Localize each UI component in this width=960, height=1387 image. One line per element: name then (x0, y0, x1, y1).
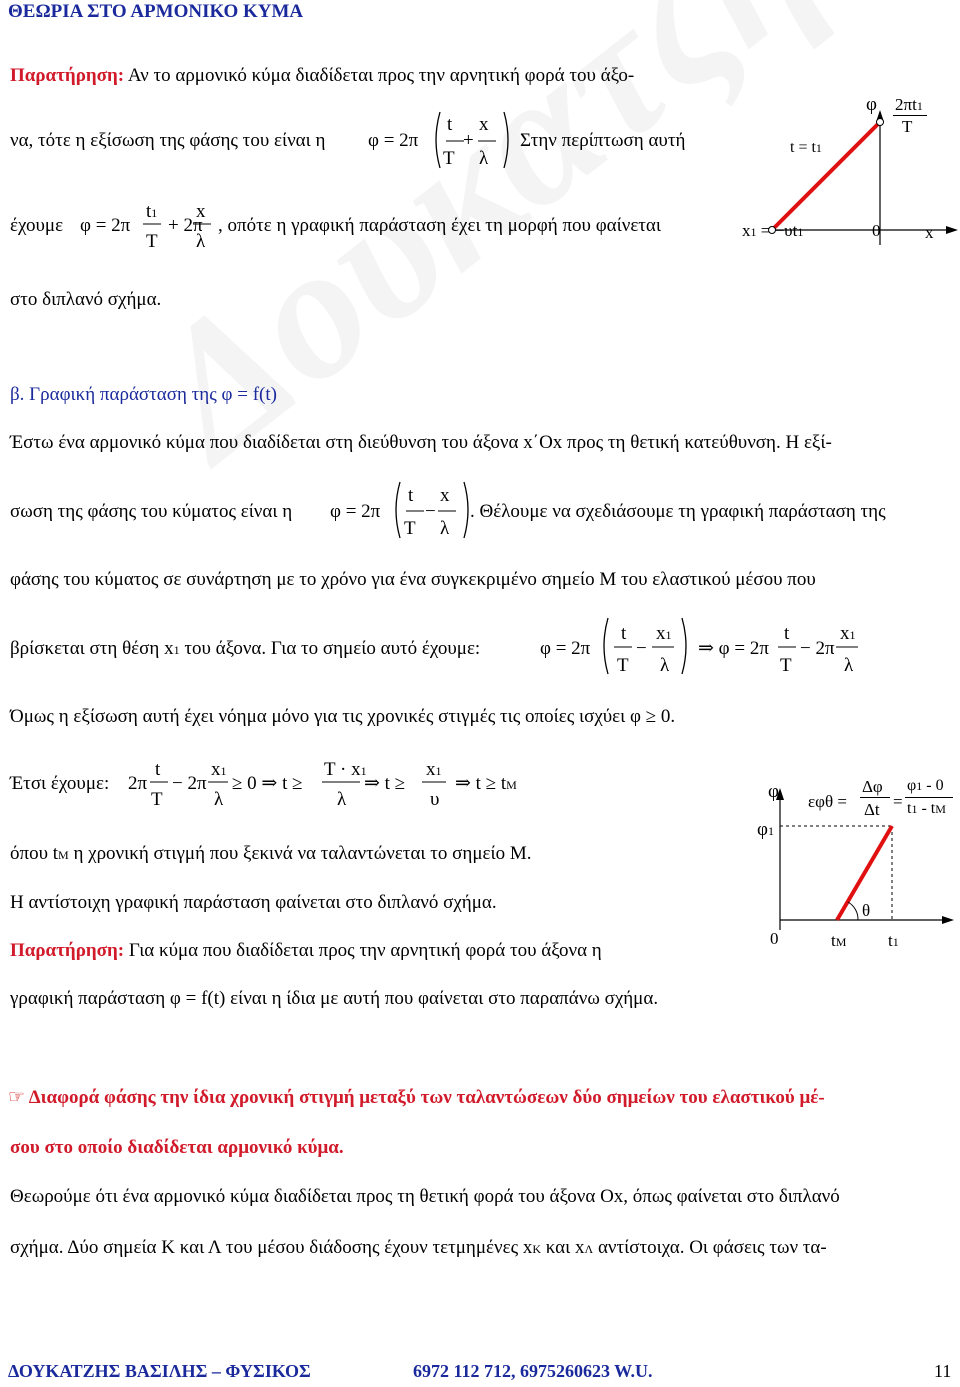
graph1-zero: 0 (872, 221, 881, 240)
graph2-dphi: Δφ (862, 777, 883, 796)
graph1-t-eq: t = t1 (790, 139, 822, 156)
graph2-zero: 0 (770, 929, 779, 948)
frac2-den: t (907, 800, 912, 817)
t-eq: t = t (790, 139, 816, 156)
para-1: Έστω ένα αρμονικό κύμα που διαδίδεται στη διεύθυνση του άξονα x΄Ox προς τη θετική κατεύθυνση. Η εξί- (10, 432, 832, 453)
line3-text-b: , οπότε η γραφική παράσταση έχει τη μορφή που φαίνεται (218, 215, 662, 236)
graph2-phi1-label: φ1 (757, 819, 774, 840)
graph1-phi-label: φ (866, 94, 877, 115)
para-5: Όμως η εξίσωση αυτή έχει νόημα μόνο για τις χρονικές στιγμές τις οποίες ισχύει φ ≥ 0. (10, 706, 676, 727)
p2-a: σχήμα. (10, 1237, 64, 1258)
p5-b: 0. (660, 706, 676, 727)
line4-text: στο διπλανό σχήμα. (10, 289, 162, 310)
section3-heading-2: σου στο οποίο διαδίδεται αρμονικό κύμα. (10, 1137, 344, 1158)
para-10: γραφική παράσταση φ = f(t) είναι η ίδια με αυτή που φαίνεται στο παραπάνω σχήμα. (10, 988, 659, 1009)
p4-b: του άξονα. Για το σημείο αυτό έχουμε: (184, 638, 481, 659)
t1: t (888, 931, 893, 950)
graph1-x1-label: x1 = −υt1 (742, 221, 804, 240)
p7-sub: M (58, 848, 69, 862)
para-4: βρίσκεται στη θέση x1 του άξονα. Για το σημείο αυτό έχουμε: (10, 638, 481, 659)
para-2: σωση της φάσης του κύματος είναι η (10, 501, 293, 522)
para-8: Η αντίστοιχη γραφική παράσταση φαίνεται στο διπλανό σχήμα. (10, 892, 497, 913)
page-title: ΘΕΩΡΙΑ ΣΤΟ ΑΡΜΟΝΙΚΟ ΚΥΜΑ (8, 1, 304, 22)
graph2-t1: t1 (888, 931, 899, 950)
graph2-phi-label: φ (768, 781, 779, 802)
phase-num: 2πt (895, 95, 917, 114)
para-6: Έτσι έχουμε: (10, 773, 110, 794)
graph2-tM: tM (831, 931, 847, 950)
line2-text-b: Στην περίπτωση αυτή (520, 130, 686, 151)
graph1-phase-num: 2πt1 (895, 95, 923, 114)
fraction-bar (893, 115, 927, 116)
graph1-phase-den: T (902, 117, 913, 136)
line3-text: έχουμε (10, 215, 64, 236)
graph2-frac2-num: φ1 - 0 (907, 777, 944, 794)
p5-a: Όμως η εξίσωση αυτή έχει νόημα μόνο για τις χρονικές στιγμές τις οποίες ισχύει φ (10, 706, 641, 727)
para-3: φάσης του κύματος σε συνάρτηση με το χρόνο για ένα συγκεκριμένο σημείο Μ του ελαστικού μέσου που (10, 569, 816, 590)
graph2-dt: Δt (864, 800, 880, 819)
line2-text: να, τότε η εξίσωση της φάσης του είναι η (10, 130, 326, 151)
fraction-bar-2 (905, 797, 953, 798)
p9: Για κύμα που διαδίδεται προς την αρνητική φορά του άξονα η (128, 940, 602, 961)
p2-c: και x (545, 1237, 585, 1258)
page-number: 11 (934, 1361, 952, 1381)
graph2-theta: θ (862, 901, 871, 920)
theta-arc (848, 902, 858, 920)
note-text-line1: Αν το αρμονικό κύμα διαδίδεται προς την αρνητική φορά του άξο- (127, 65, 635, 86)
section3-para-2: σχήμα. Δύο σημεία Κ και Λ του μέσου διάδοσης έχουν τετμημένες xK και xΛ αντίστοιχα. Οι φάσεις των τα- (10, 1237, 827, 1258)
note-label-2: Παρατήρηση: (10, 940, 125, 961)
graph2-frac2-den: t1 - tM (907, 800, 946, 817)
graph2-tan-label: εφθ = (808, 792, 847, 811)
p2-b: Δύο σημεία Κ και Λ του μέσου διάδοσης έχουν τετμημένες x (67, 1237, 533, 1258)
phi1: φ (757, 819, 768, 840)
footer-phones: 6972 112 712, 6975260623 W.U. (413, 1361, 653, 1381)
p2-d: αντίστοιχα. Οι φάσεις των τα- (597, 1237, 827, 1258)
p4-a: βρίσκεται στη θέση x (10, 638, 174, 659)
x1-eq: = −υt (760, 221, 798, 240)
section3-para-1: Θεωρούμε ότι ένα αρμονικό κύμα διαδίδεται προς τη θετική φορά του άξονα Ox, όπως φαίνεται στο διπλανό (10, 1186, 840, 1207)
frac2-num: φ (907, 777, 917, 794)
heading-line1: Διαφορά φάσης την ίδια χρονική στιγμή μεταξύ των ταλαντώσεων δύο σημείων του ελαστικού μέ- (28, 1087, 825, 1108)
section-heading-b: β. Γραφική παράσταση της φ = f(t) (10, 384, 277, 405)
note-2 (10, 941, 602, 960)
point-phase (877, 119, 884, 126)
note-1 (10, 66, 634, 85)
fraction-bar-1 (860, 797, 890, 798)
graph1-x-axis-label: x (925, 223, 934, 242)
footer-author: ΔΟΥΚΑΤΖΗΣ ΒΑΣΙΛΗΣ – ΦΥΣΙΚΟΣ (8, 1361, 311, 1381)
para-2b: . Θέλουμε να σχεδιάσουμε τη γραφική παράσταση της (470, 501, 886, 522)
section3-heading-1 (8, 1088, 825, 1107)
x-axis-arrow (946, 226, 958, 234)
equals-sign: = (893, 792, 903, 811)
x1: x (742, 221, 751, 240)
note-label: Παρατήρηση: (10, 65, 125, 86)
t-axis-arrow (942, 916, 954, 924)
p7-a: όπου t (10, 843, 59, 864)
pointing-hand-icon: ☞ (8, 1087, 26, 1108)
p7-b: η χρονική στιγμή που ξεκινά να ταλαντώνεται το σημείο Μ. (73, 843, 532, 864)
phase-line (772, 122, 880, 230)
para-7 (10, 844, 532, 863)
tM: t (831, 931, 836, 950)
